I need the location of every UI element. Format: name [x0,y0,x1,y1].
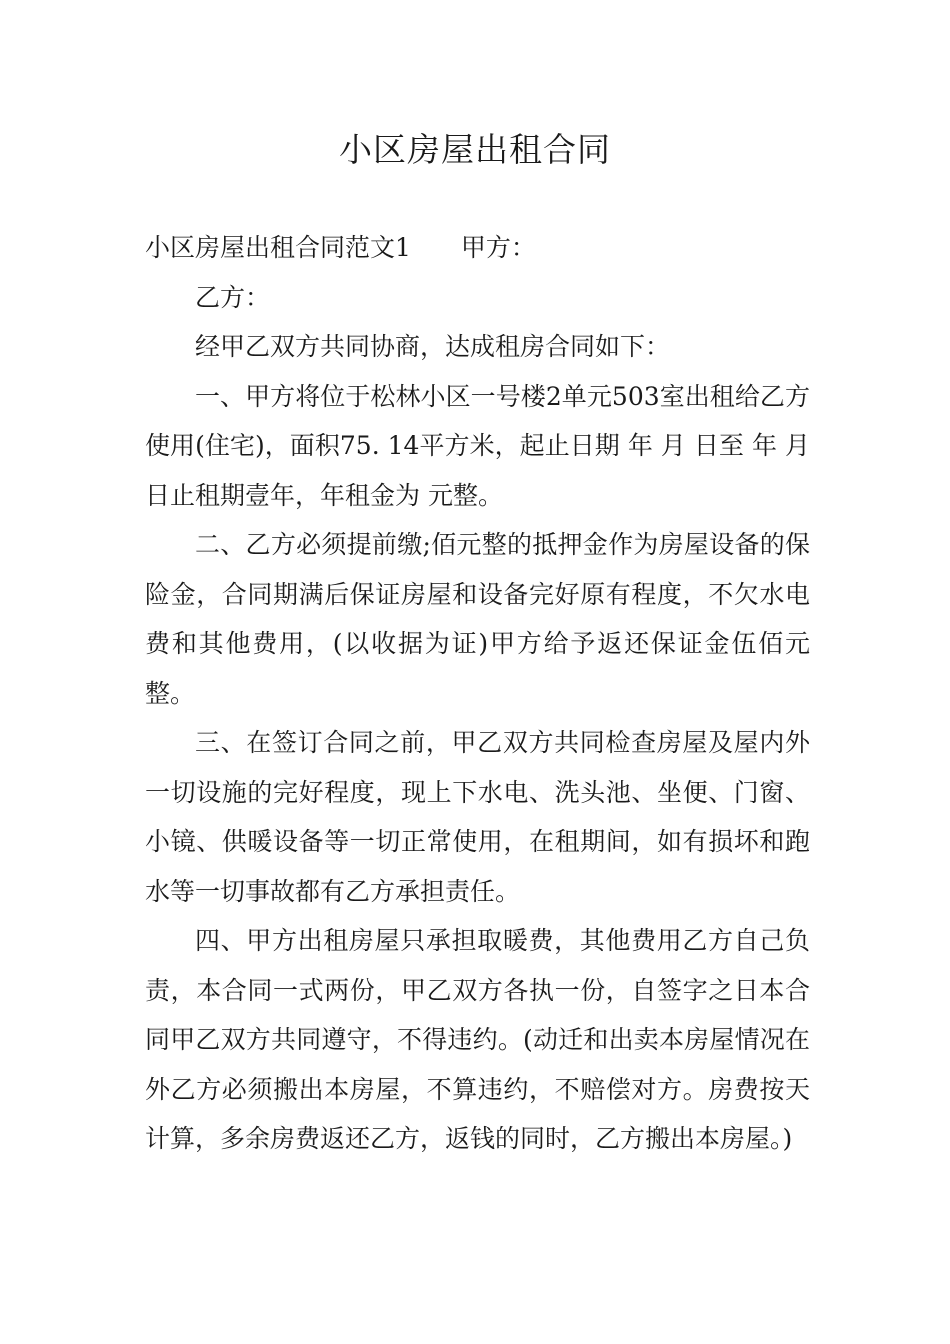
clause-3: 三、在签订合同之前，甲乙双方共同检查房屋及屋内外一切设施的完好程度，现上下水电、洗头池、坐便、门窗、小镜、供暖设备等一切正常使用，在租期间，如有损坏和跑水等一切事故都有乙方承担责任。 [145,728,810,906]
paragraph-intro: 经甲乙双方共同协商，达成租房合同如下： [195,332,671,361]
clause-1: 一、甲方将位于松林小区一号楼2单元503室出租给乙方使用(住宅)，面积75. 14平方米，起止日期 年 月 日至 年 月 日止租期壹年，年租金为 元整。 [145,381,810,510]
heading-line [145,223,810,273]
clause-4: 四、甲方出租房屋只承担取暖费，其他费用乙方自己负责，本合同一式两份，甲乙双方各执一份，自签字之日本合同甲乙双方共同遵守，不得违约。(动迁和出卖本房屋情况在外乙方必须搬出本房屋，不算违约，不赔偿对方。房费按天计算，多余房费返还乙方，返钱的同时，乙方搬出本房屋。) [145,926,810,1153]
page-title: 小区房屋出租合同 [339,130,611,169]
clause-2: 二、乙方必须提前缴;佰元整的抵押金作为房屋设备的保险金，合同期满后保证房屋和设备完好原有程度，不欠水电费和其他费用，(以收据为证)甲方给予返还保证金伍佰元整。 [145,530,810,708]
party-a-label: 甲方： [460,233,536,262]
document-body [145,223,810,1164]
template-title: 小区房屋出租合同范文1 [145,233,411,262]
party-b-label: 乙方： [195,282,271,312]
